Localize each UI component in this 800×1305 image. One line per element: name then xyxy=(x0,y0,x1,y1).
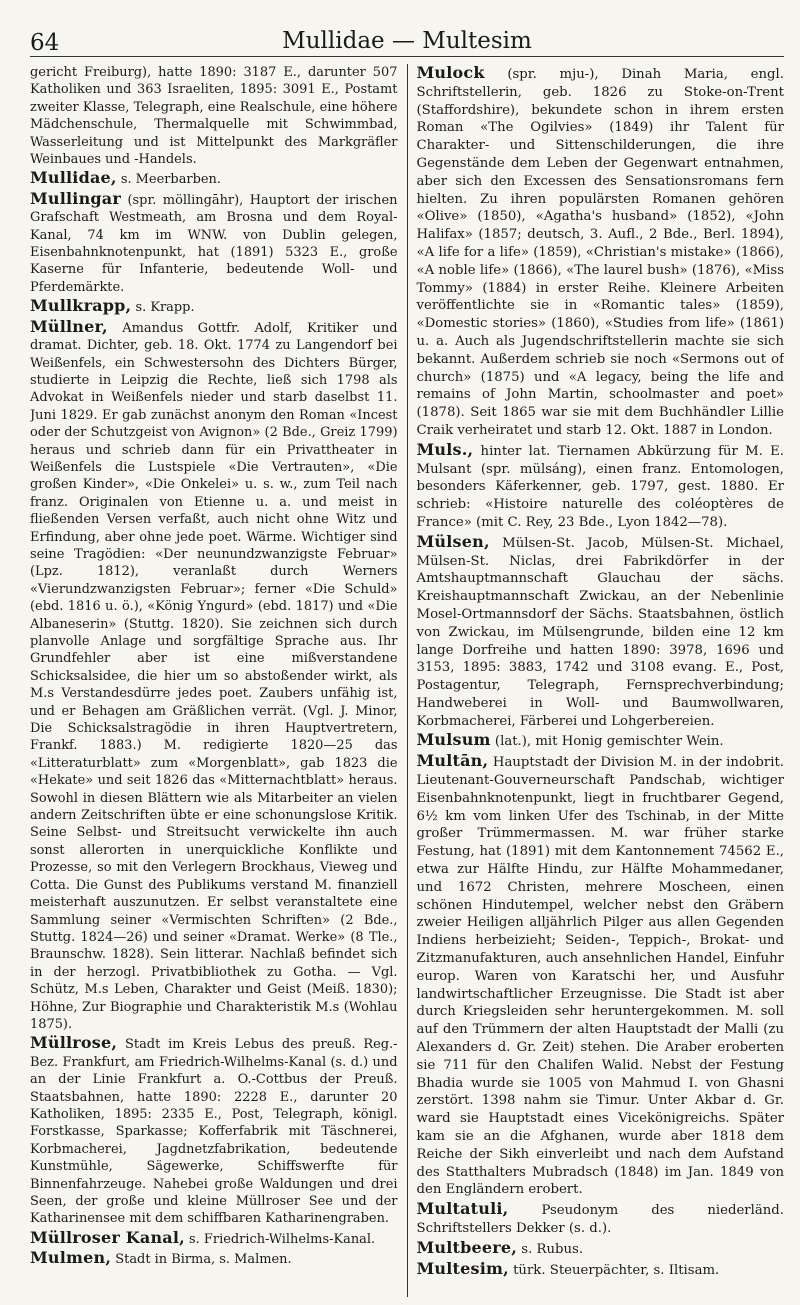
entry-text: Hauptstadt der Division M. in der indobrit. Lieutenant-Gouverneurschaft Pandschab, wichtiger Eisenbahnknotenpunkt, liegt in fruchtbarer Gegend, 6½ km vom linken Ufer des Tschinab, in der Mitte großer Trümmermassen. M. war früher starke Festung, hat (1891) mit dem Kantonnement 74562 E., etwa zur Hälfte Hindu, zur Hälfte Mohammedaner, und 1672 Christen, mehrere Moscheen, einen schönen Hindutempel, welcher nebst den Gräbern zweier Heiligen alljährlich Pilger aus allen Gegenden Indiens herbeizieht; Seiden-, Teppich-, Brokat- und Zitzmanufakturen, auch ansehnlichen Handel, Einfuhr europ. Waren von Karatschi her, und Ausfuhr landwirtschaftlicher Erzeugnisse. Die Stadt ist aber durch Kriegsleiden sehr heruntergekommen. M. soll auf den Trümmern der alten Hauptstadt der Malli (zu Alexanders d. Gr. Zeit) stehen. Die Araber eroberten sie 711 für den Chalifen Walid. Nebst der Festung Bhadia wurde sie 1005 von Mahmud I. von Ghasni zerstört. 1398 nahm sie Timur. Unter Akbar d. Gr. ward sie Hauptstadt eines Vicekönigreichs. Später kam sie an die Afghanen, wurde aber 1818 dem Reiche der Sikh einverleibt und nach dem Aufstand des Statthalters Mubradsch (1848) im Jan. 1849 von den Engländern erobert. xyxy=(416,755,784,1198)
entry-text: (spr. möllingāhr), Hauptort der irischen Grafschaft Westmeath, am Brosna und dem Royal-Kanal, 74 km im WNW. von Dublin gelegen, Eisenbahnknotenpunkt, hat (1891) 5323 E., große Kaserne für Infanterie, bedeutende Woll- und Pferdemärkte. xyxy=(30,192,398,295)
entry-text: Amandus Gottfr. Adolf, Kritiker und dramat. Dichter, geb. 18. Okt. 1774 zu Langendorf bei Weißenfels, ein Schwestersohn des Dichters Bürger, studierte in Leipzig die Rechte, ließ sich 1798 als Advokat in Weißenfels nieder und starb daselbst 11. Juni 1829. Er gab zunächst anonym den Roman «Incest oder der Schutzgeist von Avignon» (2 Bde., Greiz 1799) heraus und schrieb dann für ein Privattheater in Weißenfels die Lustspiele «Die Vertrauten», «Die großen Kinder», «Die Onkelei» u. s. w., zum Teil nach franz. Originalen von Etienne u. a. und meist in fließenden Versen verfaßt, auch nicht ohne Witz und Erfindung, aber ohne jede poet. Wärme. Wichtiger sind seine Tragödien: «Der neunundzwanzigste Februar» (Lpz. 1812), veranlaßt durch Werners «Vierundzwanzigsten Februar»; ferner «Die Schuld» (ebd. 1816 u. ö.), «König Yngurd» (ebd. 1817) und «Die Albaneserin» (Stuttg. 1820). Sie zeichnen sich durch planvolle Anlage und sorgfältige Sprache aus. Ihr Grundfehler aber ist eine mißverstandene Schicksalsidee, die hier um so abstoßender wirkt, als M.s Verstandesdürre jedes poet. Zaubers unfähig ist, und er Behagen am Gräßlichen verrät. (Vgl. J. Minor, Die Schicksalstragödie in ihren Hauptvertretern, Frankf. 1883.) M. redigierte 1820—25 das «Litteraturblatt» zum «Morgenblatt», gab 1823 die «Hekate» und seit 1826 das «Mitternachtblatt» heraus. Sowohl in diesen Blättern wie als Mitarbeiter an vielen andern Zeitschriften übte er eine schonungslose Kritik. Seine Selbst- und Streitsucht verwickelte ihn auch sonst allerorten in unerquickliche Konflikte und Prozesse, so mit den Verlegern Brockhaus, Vieweg und Cotta. Die Gunst des Publikums verstand M. finanziell meisterhaft auszunutzen. Er selbst veranstaltete eine Sammlung seiner «Vermischten Schriften» (2 Bde., Stuttg. 1824—26) und seiner «Dramat. Werke» (8 Tle., Braunschw. 1828). Sein litterar. Nachlaß befindet sich in der herzogl. Privatbibliothek zu Gotha. — Vgl. Schütz, M.s Leben, Charakter und Geist (Meiß. 1830); Höhne, Zur Biographie und Charakteristik M.s (Wohlau 1875). xyxy=(30,320,398,1032)
entry-text: Mülsen-St. Jacob, Mülsen-St. Michael, Mülsen-St. Niclas, drei Fabrikdörfer in der Amtshauptmannschaft Glauchau der sächs. Kreishauptmannschaft Zwickau, an der Nebenlinie Mosel-Ortmannsdorf der Sächs. Staatsbahnen, östlich von Zwickau, im Mülsengrunde, bilden eine 12 km lange Dorfreihe und hatten 1890: 3978, 1696 und 3153, 1895: 3883, 1742 und 3108 evang. E., Post, Postagentur, Telegraph, Fernsprechverbindung; Handweberei in Woll- und Baumwollwaren, Korbmacherei, Färberei und Lohgerbereien. xyxy=(416,535,784,729)
page-header xyxy=(30,12,784,57)
entry-headword: Mulmen, xyxy=(30,1248,112,1268)
two-column-body xyxy=(30,64,784,1297)
dictionary-entry xyxy=(30,318,398,1034)
entry-headword: Mulock xyxy=(416,64,485,82)
entry-text: Pseudonym des niederländ. Schriftstellers Dekker (s. d.). xyxy=(416,1203,784,1236)
entry-text: Stadt im Kreis Lebus des preuß. Reg.-Bez. Frankfurt, am Friedrich-Wilhelms-Kanal (s. d.) und an der Linie Frankfurt a. O.-Cottbus der Preuß. Staatsbahnen, hatte 1890: 2228 E., darunter 20 Katholiken, 1895: 2335 E., Post, Telegraph, königl. Forstkasse, Sparkasse; Kofferfabrik mit Täschnerei, Korbmacherei, Jagdnetzfabrikation, bedeutende Kunstmühle, Sägewerke, Schiffswerfte für Binnenfahrzeuge. Nahebei große Waldungen und drei Seen, der große und kleine Müllroser See und der Katharinensee mit dem schiffbaren Katharinengraben. xyxy=(30,1037,398,1227)
dictionary-entry xyxy=(30,64,398,168)
running-title: Mullidae — Multesim xyxy=(282,28,532,54)
dictionary-entry xyxy=(30,169,398,188)
entry-text: s. Krapp. xyxy=(135,300,195,316)
entry-headword: Multesim, xyxy=(416,1258,509,1278)
dictionary-entry xyxy=(30,190,398,296)
entry-headword: Multān, xyxy=(416,751,489,771)
dictionary-entry xyxy=(30,1229,398,1248)
left-column xyxy=(30,64,407,1297)
entry-headword: Multbeere, xyxy=(416,1237,518,1257)
entry-headword: Mullingar xyxy=(30,188,121,208)
entry-text: s. Friedrich-Wilhelms-Kanal. xyxy=(189,1231,376,1247)
entry-text: s. Rubus. xyxy=(521,1241,584,1257)
dictionary-entry xyxy=(417,533,785,731)
dictionary-entry xyxy=(30,1034,398,1227)
entry-headword: Multatuli, xyxy=(416,1199,509,1219)
dictionary-entry xyxy=(417,64,785,440)
dictionary-entry xyxy=(417,1200,785,1238)
entry-headword: Müllner, xyxy=(30,316,108,336)
entry-text: (lat.), mit Honig gemischter Wein. xyxy=(494,734,724,750)
entry-headword: Mülsen, xyxy=(416,531,490,551)
entry-text: Stadt in Birma, s. Malmen. xyxy=(115,1252,292,1268)
entry-text: (spr. mju-), Dinah Maria, engl. Schriftstellerin, geb. 1826 zu Stoke-on-Trent (Staffordshire), bekundete schon in ihrem ersten Roman «The Ogilvies» (1849) ihr Talent für Charakter- und Sittenschilderungen, die ihre Gegenstände dem Leben der Gegenwart entnahmen, aber sich den Excessen des Sensationsromans fern hielten. Zu ihren populärsten Romanen gehören «Olive» (1850), «Agatha's husband» (1852), «John Halifax» (1857; deutsch, 3. Aufl., 2 Bde., Berl. 1894), «A life for a life» (1859), «Christian's mistake» (1866), «A noble life» (1866), «The laurel bush» (1876), «Miss Tommy» (1884) in erster Reihe. Kleinere Arbeiten veröffentlichte sie in «Romantic tales» (1859), «Domestic stories» (1860), «Studies from life» (1861) u. a. Auch als Jugendschriftstellerin machte sie sich bekannt. Außerdem schrieb sie noch «Sermons out of church» (1875) und «A legacy, being the life and remains of John Martin, schoolmaster and poet» (1878). Seit 1865 war sie mit dem Buchhändler Lillie Craik verheiratet und starb 12. Okt. 1887 in London. xyxy=(416,67,784,438)
entry-text: türk. Steuerpächter, s. Iltisam. xyxy=(513,1262,720,1278)
right-column xyxy=(408,64,785,1297)
entry-headword: Muls., xyxy=(416,439,474,459)
entry-headword: Mulsum xyxy=(416,730,491,750)
dictionary-entry xyxy=(417,441,785,532)
entry-headword: Mullidae, xyxy=(30,168,117,188)
entry-headword: Müllroser Kanal, xyxy=(30,1227,185,1247)
dictionary-entry xyxy=(417,752,785,1199)
dictionary-entry xyxy=(417,731,785,751)
entry-text: gericht Freiburg), hatte 1890: 3187 E., darunter 507 Katholiken und 363 Israeliten, 1895: 3091 E., Postamt zweiter Klasse, Telegraph, eine Realschule, eine höhere Mädchenschule, Thermalquelle mit Schwimmbad, Wasserleitung und ist Mittelpunkt des Markgräfler Weinbaues und -Handels. xyxy=(30,65,398,168)
entry-text: hinter lat. Tiernamen Abkürzung für M. E. Mulsant (spr. mülsáng), einen franz. Entomologen, besonders Käferkenner, geb. 1797, gest. 1880. Er schrieb: «Histoire naturelle des coléoptères de France» (mit C. Rey, 23 Bde., Lyon 1842—78). xyxy=(416,443,784,530)
page-number: 64 xyxy=(30,30,60,56)
entry-headword: Müllrose, xyxy=(30,1033,118,1053)
entry-text: s. Meerbarben. xyxy=(120,172,221,188)
dictionary-entry xyxy=(30,297,398,316)
entry-headword: Mullkrapp, xyxy=(30,296,132,316)
dictionary-entry xyxy=(30,1249,398,1268)
dictionary-entry xyxy=(417,1260,785,1280)
dictionary-entry xyxy=(417,1239,785,1259)
